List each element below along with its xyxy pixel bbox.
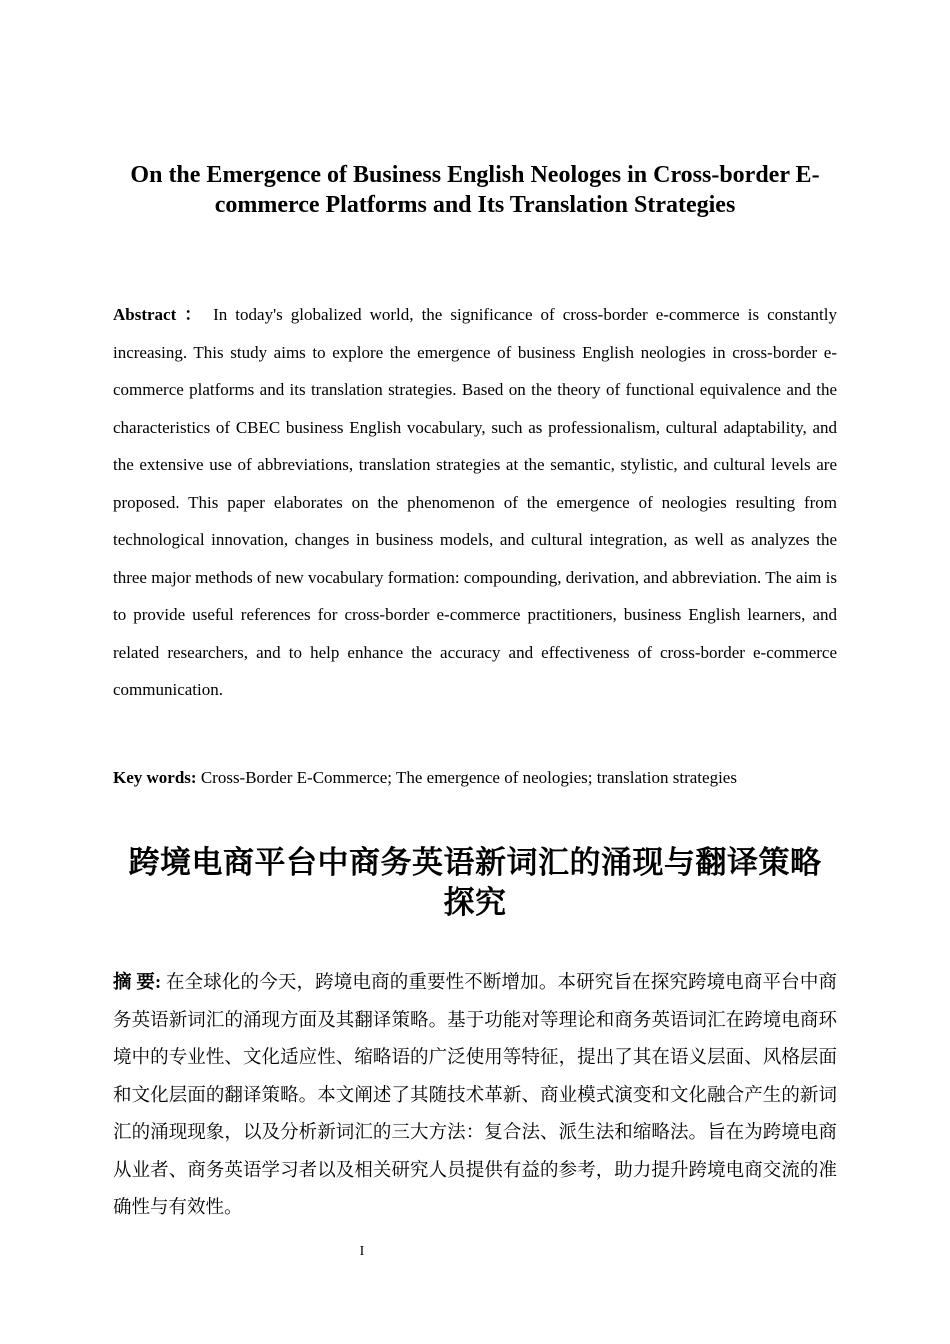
- abstract-label: Abstract ：: [113, 305, 206, 324]
- abstract-text: In today's globalized world, the significance of cross-border e-commerce is constantly increasing. This study aims to explore the emergence of business English neologies in cross-border e-commerce platforms and its translation strategies. Based on the theory of functional equivalence and the characteristics of CBEC business English vocabulary, such as professionalism, cultural adaptability, and the extensive use of abbreviations, translation strategies at the semantic, stylistic, and cultural levels are proposed. This paper elaborates on the phenomenon of the emergence of neologies resulting from technological innovation, changes in business models, and cultural integration, as well as analyzes the three major methods of new vocabulary formation: compounding, derivation, and abbreviation. The aim is to provide useful references for cross-border e-commerce practitioners, business English learners, and related researchers, and to help enhance the accuracy and effectiveness of cross-border e-commerce communication.: [113, 305, 837, 699]
- keywords-text: Cross-Border E-Commerce; The emergence of neologies; translation strategies: [196, 768, 737, 787]
- keywords-line: [113, 766, 837, 790]
- keywords-label: Key words:: [113, 768, 197, 787]
- page-number: I: [359, 1244, 365, 1259]
- chinese-abstract-paragraph: [113, 965, 837, 1228]
- english-title: On the Emergence of Business English Neologes in Cross-border E-commerce Platforms and Its Translation Strategies: [130, 162, 820, 218]
- chinese-abstract-text: 在全球化的今天，跨境电商的重要性不断增加。本研究旨在探究跨境电商平台中商务英语新词汇的涌现方面及其翻译策略。基于功能对等理论和商务英语词汇在跨境电商环境中的专业性、文化适应性、缩略语的广泛使用等特征，提出了其在语义层面、风格层面和文化层面的翻译策略。本文阐述了其随技术革新、商业模式演变和文化融合产生的新词汇的涌现现象，以及分析新词汇的三大方法：复合法、派生法和缩略法。旨在为跨境电商从业者、商务英语学习者以及相关研究人员提供有益的参考，助力提升跨境电商交流的准确性与有效性。: [113, 973, 837, 1218]
- chinese-title: 跨境电商平台中商务英语新词汇的涌现与翻译策略探究: [128, 845, 822, 920]
- chinese-abstract-label: 摘 要:: [113, 973, 162, 993]
- abstract-paragraph: [113, 296, 837, 709]
